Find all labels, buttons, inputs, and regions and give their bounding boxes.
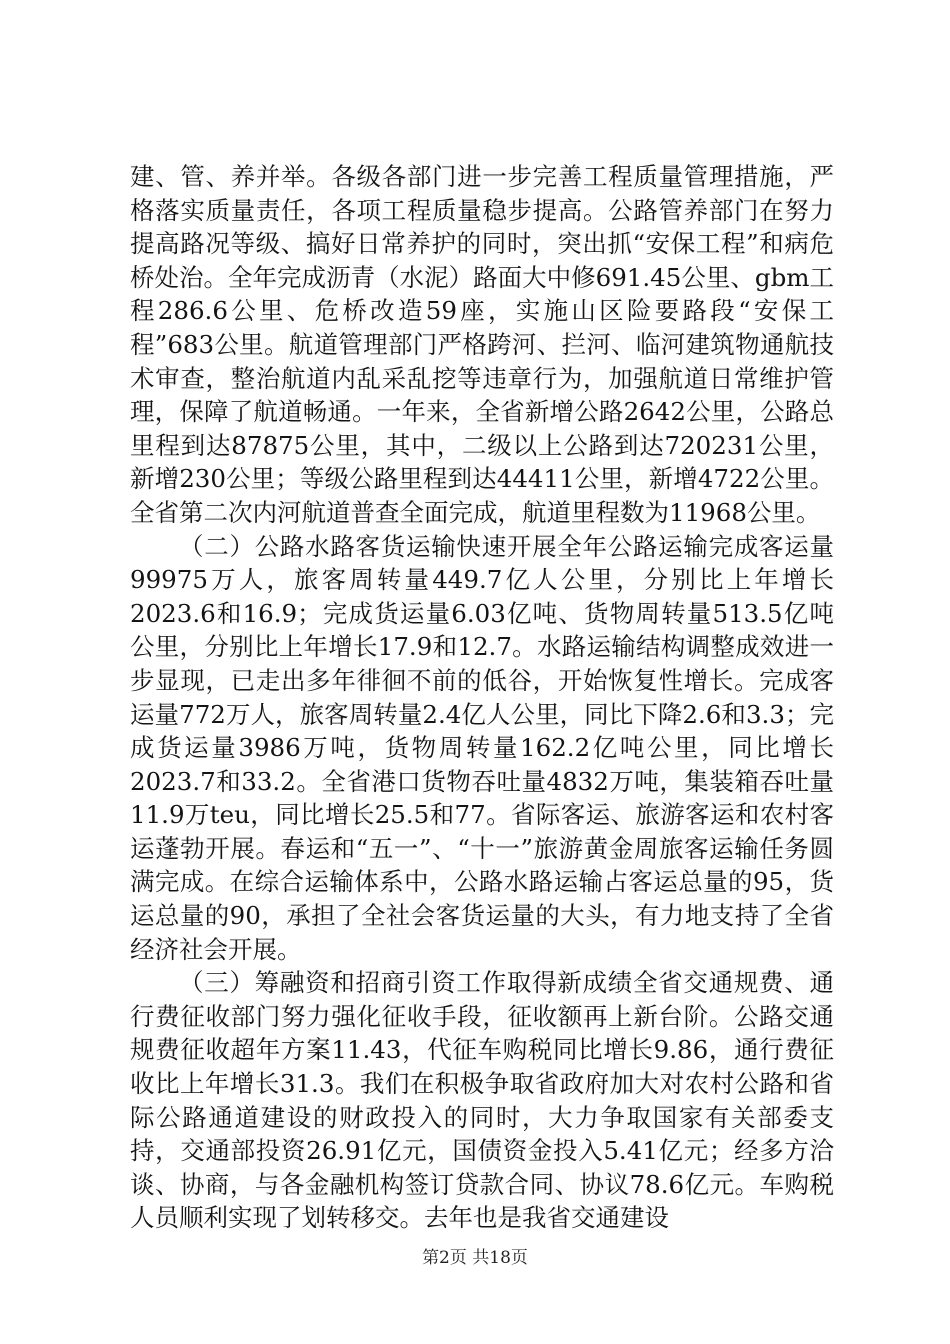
paragraph-transport-operations: （二）公路水路客货运输快速开展全年公路运输完成客运量99975万人，旅客周转量449.7亿人公里，分别比上年增长2023.6和16.9；完成货运量6.03亿吨、货物周转量513.5亿吨公里，分别比上年增长17.9和12.7。水路运输结构调整成效进一步显现，已走出多年徘徊不前的低谷，开始恢复性增长。完成客运量772万人，旅客周转量2.4亿人公里，同比下降2.6和3.3；完成货运量3986万吨，货物周转量162.2亿吨公里，同比增长2023.7和33.2。全省港口货物吞吐量4832万吨，集装箱吞吐量11.9万teu，同比增长25.5和77。省际客运、旅游客运和农村客运蓬勃开展。春运和“五一”、“十一”旅游黄金周旅客运输任务圆满完成。在综合运输体系中，公路水路运输占客运总量的95，货运总量的90，承担了全社会客货运量的大头，有力地支持了全省经济社会开展。	[130, 531, 834, 964]
page-footer: 第2页 共18页	[422, 1248, 528, 1268]
paragraph-financing: （三）筹融资和招商引资工作取得新成绩全省交通规费、通行费征收部门努力强化征收手段，征收额再上新台阶。公路交通规费征收超年方案11.43，代征车购税同比增长9.86，通行费征收比上年增长31.3。我们在积极争取省政府加大对农村公路和省际公路通道建设的财政投入的同时，大力争取国家有关部委支持，交通部投资26.91亿元，国债资金投入5.41亿元；经多方洽谈、协商，与各金融机构签订贷款合同、协议78.6亿元。车购税人员顺利实现了划转移交。去年也是我省交通建设	[130, 968, 834, 1233]
paragraph-continuation: 建、管、养并举。各级各部门进一步完善工程质量管理措施，严格落实质量责任，各项工程质量稳步提高。公路管养部门在努力提高路况等级、搞好日常养护的同时，突出抓“安保工程”和病危桥处治。全年完成沥青（水泥）路面大中修691.45公里、gbm工程286.6公里、危桥改造59座，实施山区险要路段“安保工程”683公里。航道管理部门严格跨河、拦河、临河建筑物通航技术审查，整治航道内乱采乱挖等违章行为，加强航道日常维护管理，保障了航道畅通。一年来，全省新增公路2642公里，公路总里程到达87875公里，其中，二级以上公路到达720231公里，新增230公里；等级公路里程到达44411公里，新增4722公里。全省第二次内河航道普查全面完成，航道里程数为11968公里。	[130, 162, 834, 527]
document-body	[130, 160, 834, 1235]
